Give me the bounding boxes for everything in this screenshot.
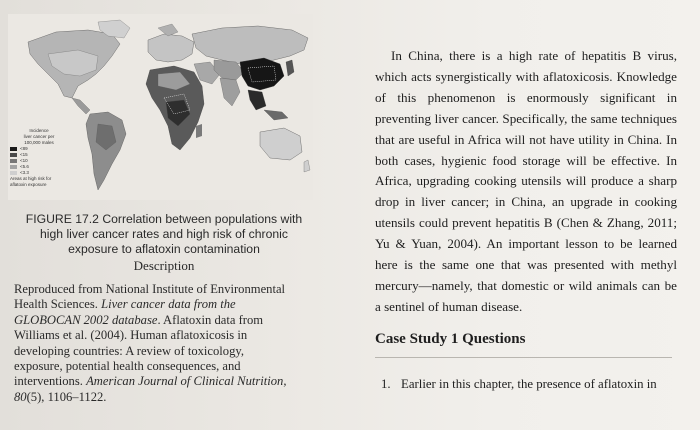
- source-italic-text: Liver cancer data from the: [101, 297, 236, 312]
- question-text: Earlier in this chapter, the presence of aflatoxin in: [401, 377, 657, 391]
- legend-class-label: <15: [20, 152, 28, 157]
- legend-risk-line1: Areas at high risk for: [10, 176, 52, 181]
- case-study-question: [381, 377, 681, 392]
- source-line: [14, 297, 314, 312]
- figure-source-credit: [14, 282, 314, 405]
- source-text: (5), 1106–1122.: [26, 389, 107, 404]
- source-text: Health Sciences.: [14, 297, 102, 312]
- legend-class-label: <3.3: [20, 170, 29, 175]
- source-italic-text: American Journal of Clinical Nutrition,: [86, 374, 287, 389]
- legend-class-label: <89: [20, 146, 28, 151]
- legend-title-line2: liver cancer per: [23, 134, 55, 139]
- source-text: interventions.: [14, 374, 87, 389]
- source-line: Reproduced from National Institute of Environmental: [14, 282, 286, 296]
- legend-swatch: [10, 159, 17, 163]
- body-paragraph-text: In China, there is a high rate of hepatitis B virus, which acts synergistically with aflatoxicosis. Knowledge of this phenomenon is enormously significant in preventing liver cancer. Specifically, the same techniques that are useful in Africa will not have utility in China. In both cases, hygienic food storage will be effective. In Africa, upgrading cooking utensils will produce a sharp drop in liver cancer; in China, an upgrade in cooking utensils could prevent hepatitis B (Chen & Zhang, 2011; Yu & Yuan, 2004). An important lesson to be learned here is the same one that was presented with methyl mercury—namely, that domestic or wild animals can be a sentinel of human disease.: [375, 48, 677, 314]
- figure-description-link[interactable]: Description: [133, 258, 195, 273]
- legend-swatch: [10, 153, 17, 157]
- legend-class-label: <10: [20, 158, 28, 163]
- figure-caption-line: FIGURE 17.2 Correlation between populations with: [25, 212, 303, 226]
- question-number: 1.: [381, 377, 391, 391]
- legend-title-line3: 100,000 males: [24, 140, 54, 145]
- heading-divider: [375, 357, 672, 358]
- case-study-heading: Case Study 1 Questions: [375, 331, 526, 347]
- figure-caption-line: exposure to aflatoxin contamination: [68, 242, 260, 256]
- figure-caption-line: high liver cancer rates and high risk of chronic: [40, 227, 288, 241]
- legend-swatch: [10, 165, 17, 169]
- figure-caption: [14, 212, 314, 257]
- legend-risk-line2: aflatoxin exposure: [10, 182, 47, 187]
- source-italic-text: 80: [14, 389, 27, 404]
- legend-title-line1: Incidence: [29, 128, 49, 133]
- map-legend: [10, 128, 68, 188]
- source-line: [14, 374, 314, 389]
- source-line: [14, 390, 314, 405]
- body-paragraph: [375, 46, 677, 318]
- legend-swatch: [10, 171, 17, 175]
- source-italic-text: GLOBOCAN 2002 database: [14, 312, 158, 327]
- source-text: . Aflatoxin data from: [157, 312, 264, 327]
- source-line: Williams et al. (2004). Human aflatoxicosis in: [14, 328, 248, 343]
- legend-class-label: <5.6: [20, 164, 29, 169]
- legend-swatch: [10, 147, 17, 151]
- source-line: [14, 313, 314, 328]
- source-line: developing countries: A review of toxicology,: [14, 343, 245, 358]
- source-line: exposure, potential health consequences, and: [14, 359, 241, 374]
